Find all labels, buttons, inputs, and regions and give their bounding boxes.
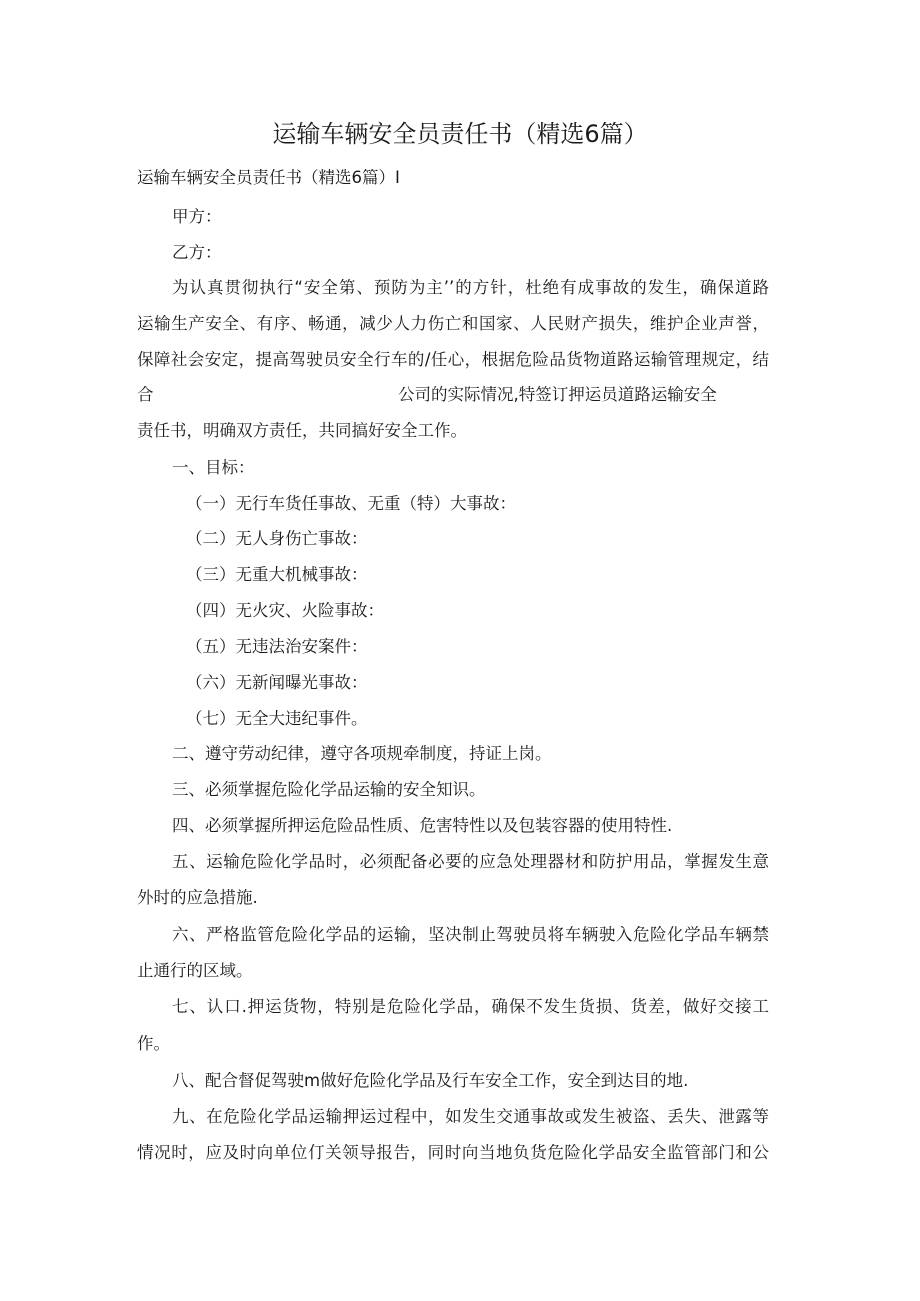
clause-9-line-2: 情况时，应及时向单位仃关领导报告，同时向当地负货危险化学品安全监管部门和公: [137, 1143, 769, 1162]
clause-7-line-1: 七、认口.押运货物，特别是危险化学品，确保不发生货损、货差，做好交接工: [172, 997, 769, 1016]
intro-line-4-end: 公司的实际情况,特签订押运员道路运输安全: [398, 385, 717, 404]
document-subtitle: 运输车辆安全员责任书（精选6篇）I: [137, 168, 400, 187]
clause-7-line-2: 作。: [137, 1034, 170, 1053]
section-1-heading: 一、目标：: [172, 458, 255, 477]
clause-6-line-1: 六、严格监管危险化学品的运输，坚决制止驾驶员将车辆驶入危险化学品车辆禁: [172, 925, 769, 944]
goal-item: （三）无重大机械事故：: [186, 565, 368, 584]
goal-item: （二）无人身伤亡事故：: [186, 529, 368, 548]
party-b-label: 乙方：: [172, 243, 222, 262]
party-a-label: 甲方：: [172, 207, 222, 226]
clause-2: 二、遵守劳动纪律，遵守各项规牵制度，持证上岗。: [172, 744, 552, 763]
goal-item: （五）无违法治安案件：: [186, 637, 368, 656]
goal-item: （六）无新闻曝光事故：: [186, 673, 368, 692]
intro-line-5: 责任书，明确双方责任，共同搞好安全工作。: [137, 421, 467, 440]
goal-item: （一）无行车货任事故、无重（特）大事故：: [186, 494, 516, 513]
clause-3: 三、必须掌握危险化学品运输的安全知识。: [172, 780, 486, 799]
clause-5-line-2: 外时的应急措施.: [137, 888, 258, 907]
goal-item: （四）无火灾、火险事故：: [186, 601, 384, 620]
clause-8: 八、配合督促驾驶m做好危险化学品及行车安全工作，安全到达目的地.: [172, 1071, 689, 1090]
document-title: 运输车辆安全员责任书（精选6篇）: [272, 120, 648, 148]
clause-9-line-1: 九、在危险化学品运输押运过程中，如发生交通事故或发生被盗、丢失、泄露等: [172, 1107, 769, 1126]
intro-line-3: 保障社会安定，提高驾驶员安全行车的/任心，根据危险品货物道路运输管理规定，结: [137, 350, 769, 369]
clause-6-line-2: 止通行的区域。: [137, 961, 253, 980]
clause-5-line-1: 五、运输危险化学品时，必须配备必要的应急处理器材和防护用品，掌握发生意: [172, 852, 769, 871]
intro-line-2: 运输生产安全、有序、畅通，减少人力伤亡和国家、人民财产损失，维护企业声誉，: [137, 314, 769, 333]
intro-line-1: 为认真贯彻执行“安全第、预防为主’’的方针，杜绝有成事故的发生，确保道路: [172, 278, 769, 297]
clause-4: 四、必须掌握所押运危险品性质、危害特性以及包装容器的使用特性.: [172, 816, 673, 835]
goal-item: （七）无全大违纪事件。: [186, 709, 368, 728]
intro-line-4-start: 合: [137, 385, 154, 404]
